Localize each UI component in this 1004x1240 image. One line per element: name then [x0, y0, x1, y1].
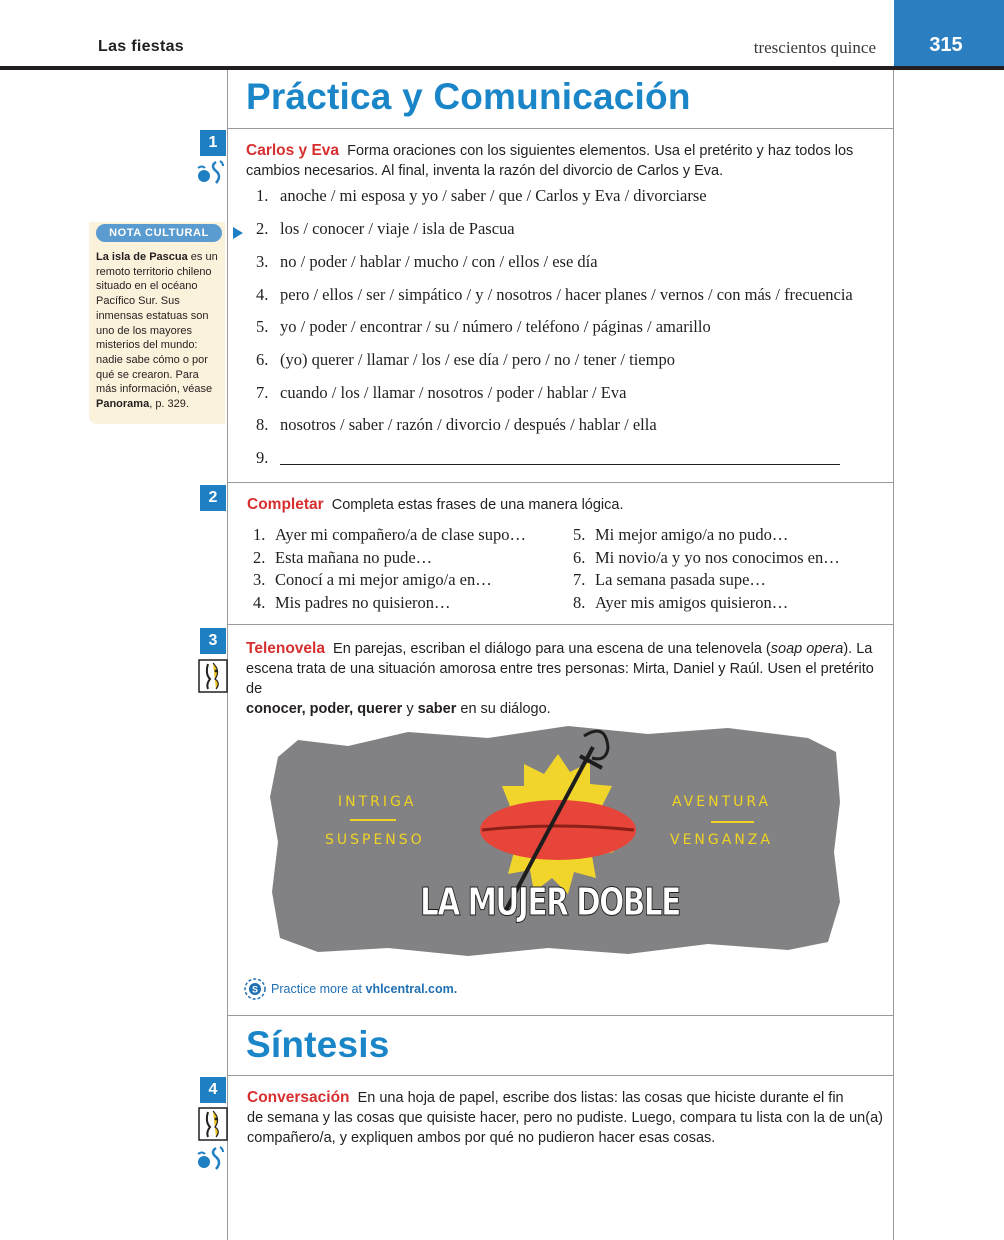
group-work-icon	[198, 659, 228, 693]
instructions-bold: saber	[417, 701, 457, 717]
exercise-1-instructions	[246, 141, 886, 181]
divider	[227, 482, 894, 483]
exercise-1-item: 5. yo / poder / encontrar / su / número / teléfono / páginas / amarillo	[256, 317, 711, 336]
instructions-text: En una hoja de papel, escribe dos listas: las cosas que hiciste durante el fin	[357, 1090, 844, 1106]
exercise-1-item: 2. los / conocer / viaje / isla de Pascua	[256, 219, 515, 238]
exercise-keyword: Carlos y Eva	[246, 142, 340, 159]
instructions-text: En parejas, escriban el diálogo para una escena de una telenovela (	[333, 641, 771, 657]
vhlcentral-icon	[244, 978, 266, 1000]
left-frame-line	[227, 70, 228, 1240]
exercise-2-item: 3. Conocí a mi mejor amigo/a en…	[253, 570, 492, 589]
exercise-number-4: 4	[200, 1077, 226, 1103]
exercise-2-instructions	[247, 495, 624, 515]
pair-work-icon	[196, 1144, 228, 1172]
pair-work-icon	[196, 158, 228, 186]
exercise-1-item: 7. cuando / los / llamar / nosotros / poder / hablar / Eva	[256, 383, 627, 402]
instructions-text: Completa estas frases de una manera lógica.	[331, 497, 624, 513]
exercise-2-item: 4. Mis padres no quisieron…	[253, 592, 451, 612]
divider	[227, 1015, 894, 1016]
exercise-keyword: Telenovela	[246, 640, 325, 657]
vhl-site[interactable]: vhlcentral.com.	[365, 982, 458, 996]
group-work-icon	[198, 1107, 228, 1141]
nota-bold-term: La isla de Pascua	[96, 251, 188, 263]
promo-word-intriga: INTRIGA	[338, 794, 417, 810]
nota-page-ref: , p. 329.	[149, 398, 189, 411]
exercise-2-item: 7. La semana pasada supe…	[573, 570, 766, 589]
promo-title: LA MUJER DOBLE	[420, 880, 680, 924]
instructions-text: compañero/a, y expliquen ambos por qué no pudieron hacer esas cosas.	[247, 1130, 716, 1146]
exercise-keyword: Completar	[247, 496, 324, 513]
divider	[227, 1075, 894, 1076]
divider	[227, 128, 894, 129]
exercise-1-item: 6. (yo) querer / llamar / los / ese día / pero / no / tener / tiempo	[256, 350, 675, 369]
instructions-text: y	[406, 701, 414, 717]
svg-text:S: S	[251, 984, 259, 995]
divider	[227, 624, 894, 625]
promo-word-suspenso: SUSPENSO	[325, 832, 425, 848]
exercise-4-instructions	[247, 1088, 887, 1148]
answer-blank-line	[280, 464, 840, 465]
vhlcentral-link[interactable]	[271, 982, 457, 996]
vhl-prefix: Practice more at	[271, 982, 363, 996]
exercise-2-item: 1. Ayer mi compañero/a de clase supo…	[253, 525, 526, 544]
section-title-sintesis: Síntesis	[246, 1024, 390, 1065]
instructions-text: cambios necesarios. Al final, inventa la razón del divorcio de Carlos y Eva.	[246, 163, 724, 179]
header-rule	[0, 66, 1004, 70]
chapter-title: Las fiestas	[98, 38, 185, 55]
instructions-text: ). La	[843, 641, 873, 657]
page-number-words: trescientos quince	[753, 38, 876, 57]
instructions-text: en su diálogo.	[460, 701, 551, 717]
exercise-2-column-2	[573, 524, 840, 614]
exercise-2-item: 8. Ayer mis amigos quisieron…	[573, 592, 789, 612]
exercise-1-item: 3. no / poder / hablar / mucho / con / ellos / ese día	[256, 252, 598, 271]
nota-body: es un remoto territorio chileno situado en el océano Pacífico Sur. Sus inmensas estatuas son uno de los mayores misterios del mundo: nadie sabe cómo o por qué se crearon. Para más información, véase	[96, 251, 218, 396]
exercise-number-3: 3	[200, 628, 226, 654]
exercise-2-column-1	[253, 524, 526, 614]
instructions-text: de semana y las cosas que quisiste hacer, pero no pudiste. Luego, compara tu lista con la de un(a)	[247, 1110, 883, 1126]
nota-cultural-text	[96, 250, 220, 412]
promo-word-aventura: AVENTURA	[672, 794, 772, 810]
instructions-bold: conocer, poder, querer	[246, 701, 403, 717]
section-title-practica: Práctica y Comunicación	[246, 76, 691, 117]
exercise-2-item: 2. Esta mañana no pude…	[253, 547, 433, 567]
exercise-1-item: 9.	[256, 448, 269, 467]
promo-word-venganza: VENGANZA	[670, 832, 773, 848]
instructions-text: Forma oraciones con los siguientes elementos. Usa el pretérito y haz todos los	[347, 143, 854, 159]
exercise-3-instructions	[246, 639, 886, 719]
exercise-1-item: 1. anoche / mi esposa y yo / saber / que / Carlos y Eva / divorciarse	[256, 186, 707, 205]
triangle-pointer-icon	[232, 226, 244, 240]
exercise-1-item: 8. nosotros / saber / razón / divorcio / después / hablar / ella	[256, 415, 657, 434]
exercise-keyword: Conversación	[247, 1089, 350, 1106]
nota-reference: Panorama	[96, 398, 150, 411]
exercise-2-item: 5. Mi mejor amigo/a no pudo…	[573, 525, 789, 544]
instructions-italic: soap opera	[770, 641, 844, 657]
exercise-number-2: 2	[200, 485, 226, 511]
instructions-text: escena trata de una situación amorosa entre tres personas: Mirta, Daniel y Raúl. Usen el pretérito de	[246, 661, 874, 697]
exercise-1-item: 4. pero / ellos / ser / simpático / y / nosotros / hacer planes / vernos / con más / frecuencia	[256, 285, 853, 304]
right-frame-line	[893, 70, 894, 1240]
page-number: 315	[929, 34, 963, 56]
nota-cultural-badge: NOTA CULTURAL	[96, 224, 222, 242]
exercise-number-1: 1	[200, 130, 226, 156]
exercise-2-item: 6. Mi novio/a y yo nos conocimos en…	[573, 547, 840, 567]
